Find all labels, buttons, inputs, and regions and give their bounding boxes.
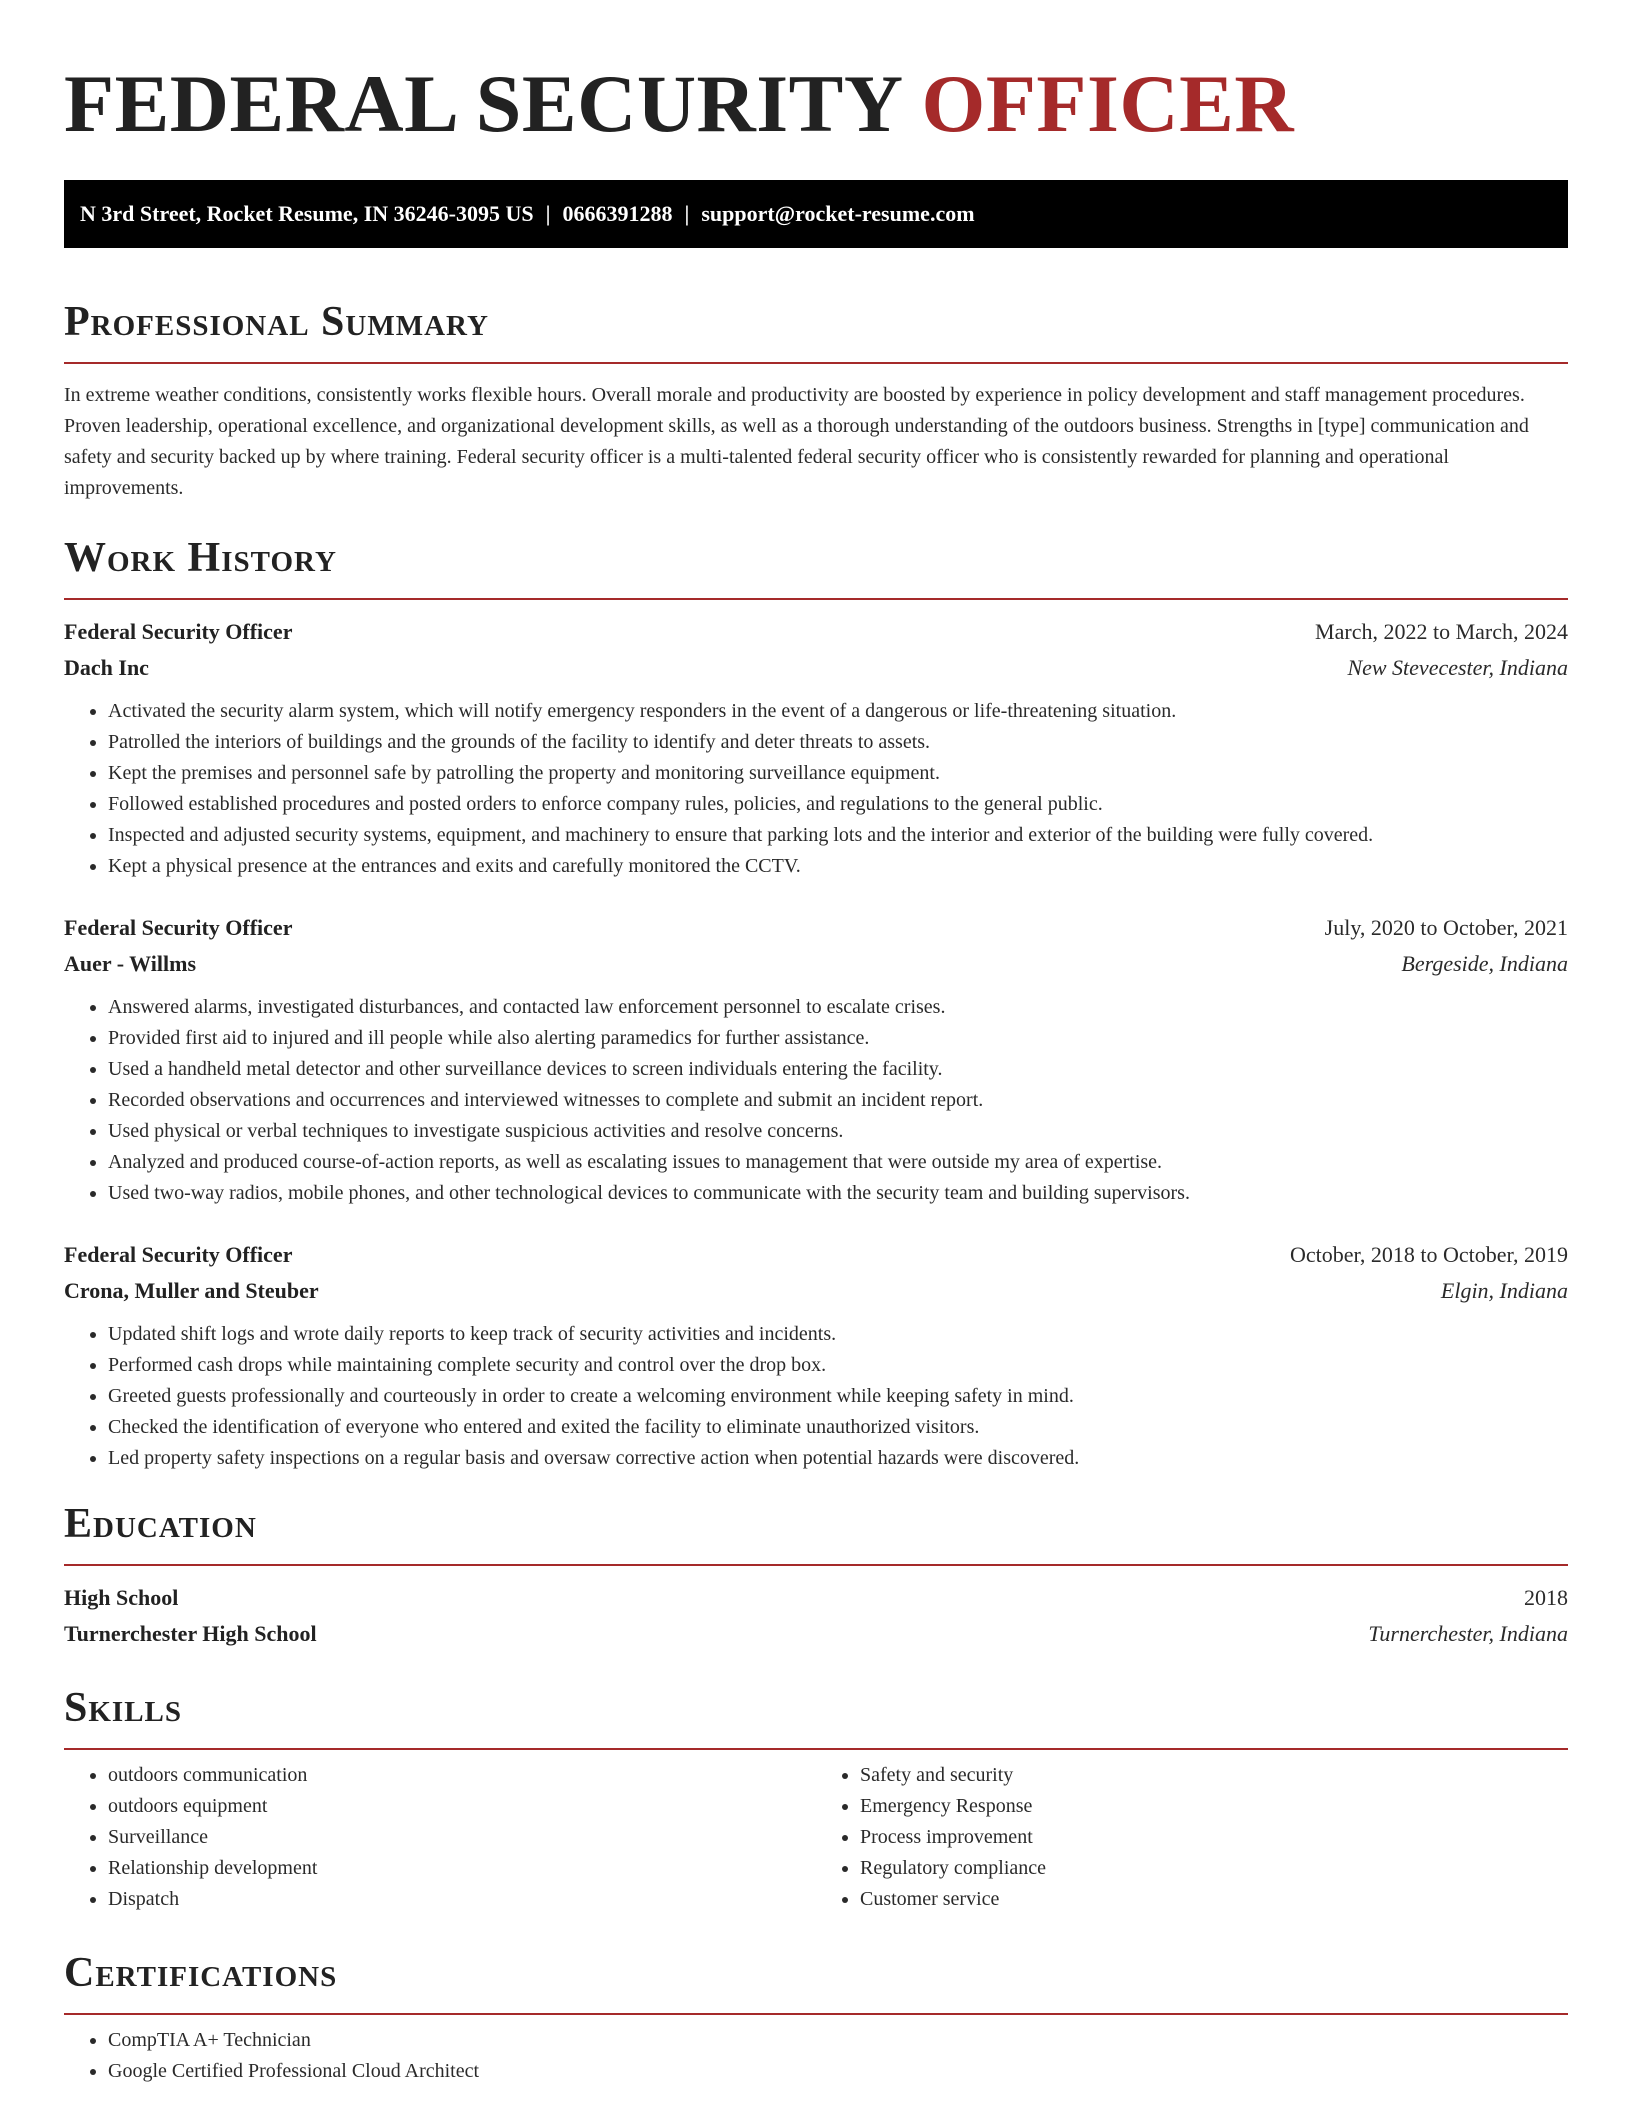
job-location: New Stevecester, Indiana (1347, 655, 1568, 680)
work-history-section (64, 530, 1568, 1474)
job-entry (64, 910, 1568, 1209)
resume-name (64, 0, 1568, 152)
section-divider (64, 1564, 1568, 1566)
job-header-row (64, 910, 1568, 946)
section-title-summary: Professional Summary (64, 299, 489, 345)
job-company-row (64, 650, 1568, 686)
education-school: Turnerchester High School (64, 1621, 317, 1646)
skill-item: • Dispatch (108, 1884, 816, 1915)
job-list (64, 614, 1568, 1474)
certification-item: • Google Certified Professional Cloud Architect (108, 2056, 1568, 2087)
name-main: FEDERAL SECURITY (64, 58, 901, 149)
section-divider (64, 362, 1568, 364)
skill-item: • Surveillance (108, 1822, 816, 1853)
list-item: • Patrolled the interiors of buildings and the grounds of the facility to identify and deter threats to assets. (108, 727, 1568, 758)
resume-content (64, 0, 1568, 2087)
section-divider (64, 1748, 1568, 1750)
list-item: • Used a handheld metal detector and other surveillance devices to screen individuals entering the facility. (108, 1054, 1568, 1085)
job-company-row (64, 1273, 1568, 1309)
skill-item: • Safety and security (860, 1760, 1568, 1791)
job-title: Federal Security Officer (64, 619, 293, 644)
job-dates: March, 2022 to March, 2024 (1315, 619, 1568, 644)
list-item: • Followed established procedures and posted orders to enforce company rules, policies, and regulations to the general public. (108, 789, 1568, 820)
section-title-skills: Skills (64, 1685, 183, 1731)
education-degree: High School (64, 1585, 179, 1610)
list-item: • Kept the premises and personnel safe by patrolling the property and monitoring surveillance equipment. (108, 758, 1568, 789)
job-location: Bergeside, Indiana (1401, 951, 1568, 976)
job-duties (64, 696, 1568, 882)
list-item: • Updated shift logs and wrote daily reports to keep track of security activities and incidents. (108, 1319, 1568, 1350)
section-title-certifications: Certifications (64, 1950, 338, 1996)
education-year: 2018 (1524, 1585, 1568, 1610)
job-header-row (64, 614, 1568, 650)
skill-item: • Customer service (860, 1884, 1568, 1915)
skills-list-left (64, 1760, 816, 1915)
list-item: • Provided first aid to injured and ill people while also alerting paramedics for further assistance. (108, 1023, 1568, 1054)
skill-item: • Relationship development (108, 1853, 816, 1884)
contact-separator: | (545, 201, 551, 226)
list-item: • Analyzed and produced course-of-action reports, as well as escalating issues to management that were outside my area of expertise. (108, 1147, 1568, 1178)
skills-columns (64, 1760, 1568, 1915)
job-header-row (64, 1237, 1568, 1273)
list-item: • Used two-way radios, mobile phones, and other technological devices to communicate with the security team and building supervisors. (108, 1178, 1568, 1209)
name-accent: OFFICER (921, 58, 1295, 149)
list-item: • Answered alarms, investigated disturbances, and contacted law enforcement personnel to escalate crises. (108, 992, 1568, 1023)
list-item: • Greeted guests professionally and courteously in order to create a welcoming environment while keeping safety in mind. (108, 1381, 1568, 1412)
education-location: Turnerchester, Indiana (1368, 1621, 1568, 1646)
list-item: • Activated the security alarm system, which will notify emergency responders in the event of a dangerous or life-threatening situation. (108, 696, 1568, 727)
section-divider (64, 2013, 1568, 2015)
skill-item: • Emergency Response (860, 1791, 1568, 1822)
job-title: Federal Security Officer (64, 1242, 293, 1267)
certification-item: • CompTIA A+ Technician (108, 2025, 1568, 2056)
list-item: • Used physical or verbal techniques to investigate suspicious activities and resolve concerns. (108, 1116, 1568, 1147)
list-item: • Kept a physical presence at the entrances and exits and carefully monitored the CCTV. (108, 851, 1568, 882)
list-item: • Checked the identification of everyone who entered and exited the facility to eliminate unauthorized visitors. (108, 1412, 1568, 1443)
job-title: Federal Security Officer (64, 915, 293, 940)
list-item: • Recorded observations and occurrences and interviewed witnesses to complete and submit an incident report. (108, 1085, 1568, 1116)
skills-section (64, 1680, 1568, 1915)
job-entry (64, 1237, 1568, 1474)
job-entry (64, 614, 1568, 882)
job-company: Auer - Willms (64, 951, 197, 976)
summary-text: In extreme weather conditions, consistently works flexible hours. Overall morale and productivity are boosted by experience in policy development and staff management procedures. Proven leadership, operational excellence, and organizational development skills, as well as a thorough understanding of the outdoors business. Strengths in [type] communication and safety and security backed up by where training. Federal security officer is a multi-talented federal security officer who is consistently rewarded for planning and operational improvements. (64, 384, 1529, 499)
contact-bar (64, 180, 1568, 248)
contact-email: support@rocket-resume.com (701, 201, 975, 226)
list-item: • Performed cash drops while maintaining complete security and control over the drop box. (108, 1350, 1568, 1381)
summary-section (64, 294, 1568, 504)
section-divider (64, 598, 1568, 600)
contact-phone: 0666391288 (562, 201, 673, 226)
skill-item: • Regulatory compliance (860, 1853, 1568, 1884)
list-item: • Led property safety inspections on a regular basis and oversaw corrective action when potential hazards were discovered. (108, 1443, 1568, 1474)
job-dates: July, 2020 to October, 2021 (1324, 915, 1568, 940)
skills-list-right (816, 1760, 1568, 1915)
job-duties (64, 992, 1568, 1209)
education-row (64, 1580, 1568, 1616)
list-item: • Inspected and adjusted security systems, equipment, and machinery to ensure that parking lots and the interior and exterior of the building were fully covered. (108, 820, 1568, 851)
certifications-list (64, 2025, 1568, 2087)
certifications-section (64, 1945, 1568, 2087)
contact-separator: | (684, 201, 690, 226)
job-company: Dach Inc (64, 655, 149, 680)
skill-item: • outdoors communication (108, 1760, 816, 1791)
education-section (64, 1496, 1568, 1652)
job-duties (64, 1319, 1568, 1474)
education-row (64, 1616, 1568, 1652)
section-title-work-history: Work History (64, 535, 337, 581)
job-company: Crona, Muller and Steuber (64, 1278, 319, 1303)
job-company-row (64, 946, 1568, 982)
contact-address: N 3rd Street, Rocket Resume, IN 36246-3095 US (80, 201, 534, 226)
section-title-education: Education (64, 1501, 257, 1547)
job-dates: October, 2018 to October, 2019 (1289, 1242, 1568, 1267)
education-entry (64, 1580, 1568, 1652)
job-location: Elgin, Indiana (1440, 1278, 1568, 1303)
skill-item: • Process improvement (860, 1822, 1568, 1853)
skill-item: • outdoors equipment (108, 1791, 816, 1822)
